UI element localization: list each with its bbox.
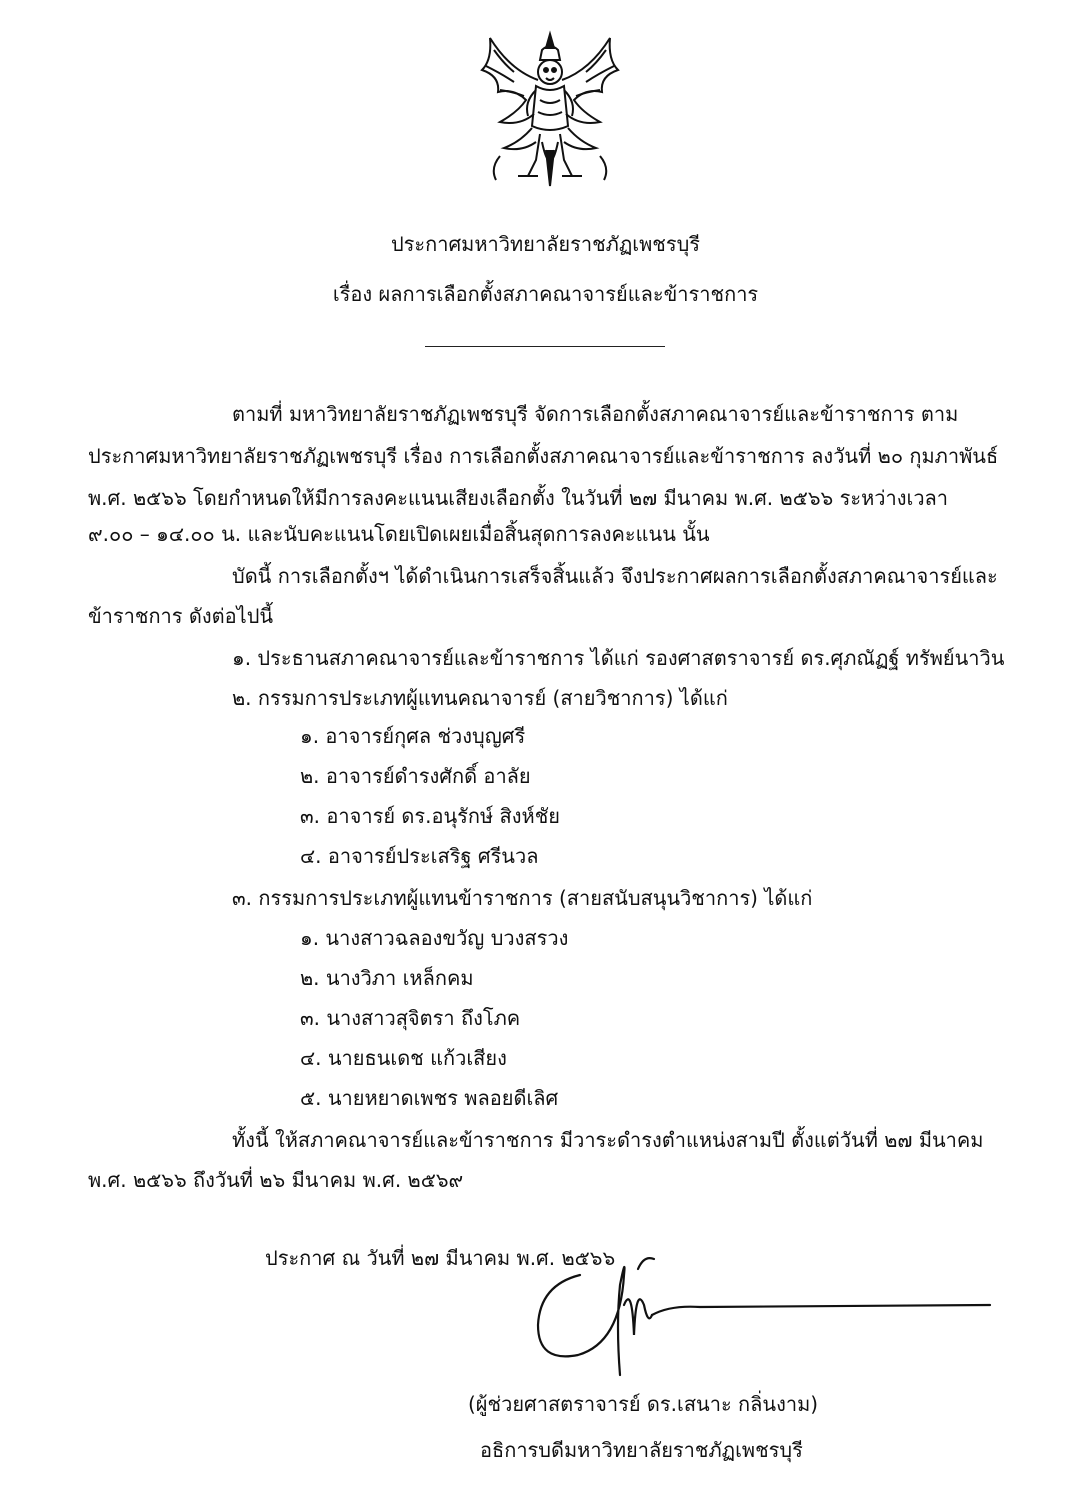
faculty-member: ๓. อาจารย์ ดร.อนุรักษ์ สิงห์ชัย — [300, 804, 561, 828]
title-divider — [425, 346, 665, 347]
paragraph-1-line-3: พ.ศ. ๒๕๖๖ โดยกำหนดให้มีการลงคะแนนเสียงเลือกตั้ง ในวันที่ ๒๗ มีนาคม พ.ศ. ๒๕๖๖ ระหว่างเวลา — [88, 486, 949, 510]
announcement-date: ประกาศ ณ วันที่ ๒๗ มีนาคม พ.ศ. ๒๕๖๖ — [265, 1246, 616, 1270]
staff-member: ๕. นายหยาดเพชร พลอยดีเลิศ — [300, 1086, 559, 1110]
paragraph-2-line-2: ข้าราชการ ดังต่อไปนี้ — [88, 604, 274, 628]
faculty-member: ๒. อาจารย์ดำรงศักดิ์ อาลัย — [300, 764, 531, 788]
garuda-emblem-icon — [470, 30, 630, 190]
announcement-subject: เรื่อง ผลการเลือกตั้งสภาคณาจารย์และข้าราชการ — [332, 282, 759, 306]
faculty-member: ๑. อาจารย์กุศล ช่วงบุญศรี — [300, 724, 526, 748]
staff-member: ๔. นายธนเดช แก้วเสียง — [300, 1046, 507, 1070]
term-paragraph-line-1: ทั้งนี้ ให้สภาคณาจารย์และข้าราชการ มีวาระดำรงตำแหน่งสามปี ตั้งแต่วันที่ ๒๗ มีนาคม — [232, 1128, 984, 1152]
staff-member: ๒. นางวิภา เหล็กคม — [300, 966, 474, 990]
staff-member: ๓. นางสาวสุจิตรา ถึงโภค — [300, 1006, 521, 1030]
list-item-faculty-representatives: ๒. กรรมการประเภทผู้แทนคณาจารย์ (สายวิชาการ) ได้แก่ — [232, 686, 728, 710]
faculty-member: ๔. อาจารย์ประเสริฐ ศรีนวล — [300, 844, 539, 868]
staff-member: ๑. นางสาวฉลองขวัญ บวงสรวง — [300, 926, 569, 950]
signature-image — [520, 1245, 1000, 1385]
paragraph-1-line-4: ๙.๐๐ – ๑๔.๐๐ น. และนับคะแนนโดยเปิดเผยเมื่อสิ้นสุดการลงคะแนน นั้น — [88, 522, 710, 546]
signer-name: (ผู้ช่วยศาสตราจารย์ ดร.เสนาะ กลิ่นงาม) — [468, 1392, 819, 1416]
list-item-chairman: ๑. ประธานสภาคณาจารย์และข้าราชการ ได้แก่ รองศาสตราจารย์ ดร.ศุภณัฏฐ์ ทรัพย์นาวิน — [232, 646, 1005, 670]
paragraph-1-line-1: ตามที่ มหาวิทยาลัยราชภัฏเพชรบุรี จัดการเลือกตั้งสภาคณาจารย์และข้าราชการ ตาม — [232, 402, 959, 426]
paragraph-1-line-2: ประกาศมหาวิทยาลัยราชภัฏเพชรบุรี เรื่อง การเลือกตั้งสภาคณาจารย์และข้าราชการ ลงวันที่ ๒๐ กุมภาพันธ์ — [88, 444, 999, 468]
paragraph-2-line-1: บัดนี้ การเลือกตั้งฯ ได้ดำเนินการเสร็จสิ้นแล้ว จึงประกาศผลการเลือกตั้งสภาคณาจารย์และ — [232, 564, 998, 588]
list-item-staff-representatives: ๓. กรรมการประเภทผู้แทนข้าราชการ (สายสนับสนุนวิชาการ) ได้แก่ — [232, 886, 813, 910]
announcement-title: ประกาศมหาวิทยาลัยราชภัฏเพชรบุรี — [390, 232, 701, 256]
term-paragraph-line-2: พ.ศ. ๒๕๖๖ ถึงวันที่ ๒๖ มีนาคม พ.ศ. ๒๕๖๙ — [88, 1168, 464, 1192]
signer-title: อธิการบดีมหาวิทยาลัยราชภัฏเพชรบุรี — [480, 1438, 803, 1462]
